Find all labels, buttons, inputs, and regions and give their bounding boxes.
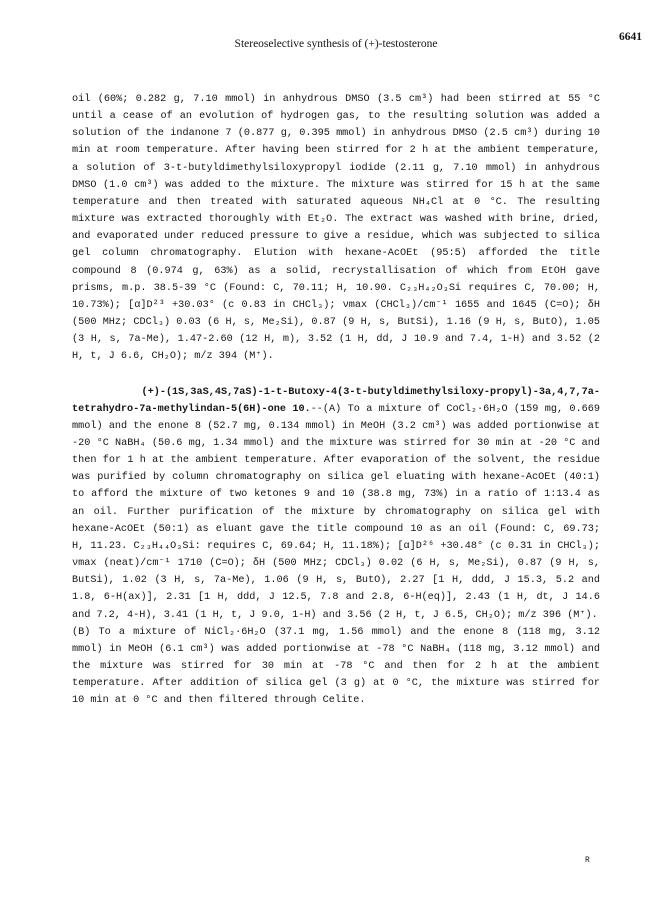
compound-heading: (+)-(1S,3aS,4S,7aS)-1-t-Butoxy-4(3-t-butyldimethylsiloxy-propyl)-3a,4,7,7a-tetrahydro-7a-methylindan-5(6H)-one 10. (72, 386, 600, 415)
paragraph-compound-10-method-a (72, 384, 600, 624)
body-text (72, 91, 600, 709)
running-header: Stereoselective synthesis of (+)-testosterone (234, 38, 438, 50)
paragraph-compound-8-prep: oil (60%; 0.282 g, 7.10 mmol) in anhydrous DMSO (3.5 cm³) had been stirred at 55 °C until a cease of an evolution of hydrogen gas, to the resulting solution was added a solution of the indanone 7 (0.877 g, 0.395 mmol) in anhydrous DMSO (2.5 cm³) during 10 min at room temperature. After having been stirred for 2 h at the ambient temperature, a solution of 3-t-butyldimethylsiloxypropyl iodide (2.11 g, 7.10 mmol) in anhydrous DMSO (1.0 cm³) was added to the mixture. The mixture was stirred for 15 h at the same temperature and then treated with saturated aqueous NH₄Cl at 0 °C. The resulting mixture was extracted thoroughly with Et₂O. The extract was washed with brine, dried, and evaporated under reduced pressure to give a residue, which was subjected to silica gel column chromatography. Elution with hexane-AcOEt (95:5) afforded the title compound 8 (0.974 g, 63%) as a solid, recrystallisation of which from EtOH gave prisms, m.p. 38.5-39 °C (Found: C, 70.11; H, 10.90. C₂₃H₄₂O₃Si requires C, 70.00; H, 10.73%); [α]D²³ +30.03° (c 0.83 in CHCl₃); νmax (CHCl₃)/cm⁻¹ 1655 and 1645 (C=O); δH (500 MHz; CDCl₃) 0.03 (6 H, s, Me₂Si), 0.87 (9 H, s, ButSi), 1.16 (9 H, s, ButO), 1.05 (3 H, s, 7a-Me), 1.47-2.60 (12 H, m), 3.52 (1 H, dd, J 10.9 and 7.4, 1-H) and 3.52 (2 H, t, J 6.6, CH₂O); m/z 394 (M⁺). (72, 94, 600, 363)
method-a-text: --(A) To a mixture of CoCl₂·6H₂O (159 mg, 0.669 mmol) and the enone 8 (52.7 mg, 0.134 mmol) in MeOH (3.2 cm³) was added portionwise at -20 °C NaBH₄ (50.6 mg, 1.34 mmol) and the mixture was stirred for 30 min at -20 °C and then for 1 h at the ambient temperature. After evaporation of the solvent, the residue was purified by column chromatography on silica gel eluating with hexane-AcOEt (40:1) to afford the mixture of two ketones 9 and 10 (38.8 mg, 73%) in a ratio of 1:13.4 as an oil. Further purification of the mixture by chromatography on silica gel with hexane-AcOEt (50:1) as eluant gave the title compound 10 as an oil (Found: C, 69.73; H, 11.23. C₂₃H₄₄O₃Si: requires C, 69.64; H, 11.18%); [α]D²⁶ +30.48° (c 0.31 in CHCl₃); νmax (neat)/cm⁻¹ 1710 (C=O); δH (500 MHz; CDCl₃) 0.02 (6 H, s, Me₂Si), 0.87 (9 H, s, ButSi), 1.02 (3 H, s, 7a-Me), 1.06 (9 H, s, ButO), 2.27 [1 H, ddd, J 15.3, 5.2 and 1.8, 6-H(ax)], 2.31 [1 H, ddd, J 12.5, 7.8 and 2.8, 6-H(eq)], 2.43 (1 H, dt, J 14.6 and 7.2, 4-H), 3.41 (1 H, t, J 9.0, 1-H) and 3.56 (2 H, t, J 6.5, CH₂O); m/z 396 (M⁺). (72, 403, 600, 621)
page-number: 6641 (619, 31, 642, 43)
trademark-mark: R (585, 856, 590, 865)
paragraph-method-b: (B) To a mixture of NiCl₂·6H₂O (37.1 mg, 1.56 mmol) and the enone 8 (118 mg, 3.12 mmol) in MeOH (6.1 cm³) was added portionwise at -78 °C NaBH₄ (118 mg, 3.12 mmol) and the mixture was stirred for 30 min at -78 °C and then for 2 h at the ambient temperature. After addition of silica gel (3 g) at 0 °C, the mixture was stirred for 10 min at 0 °C and then filtered through Celite. (72, 626, 600, 707)
